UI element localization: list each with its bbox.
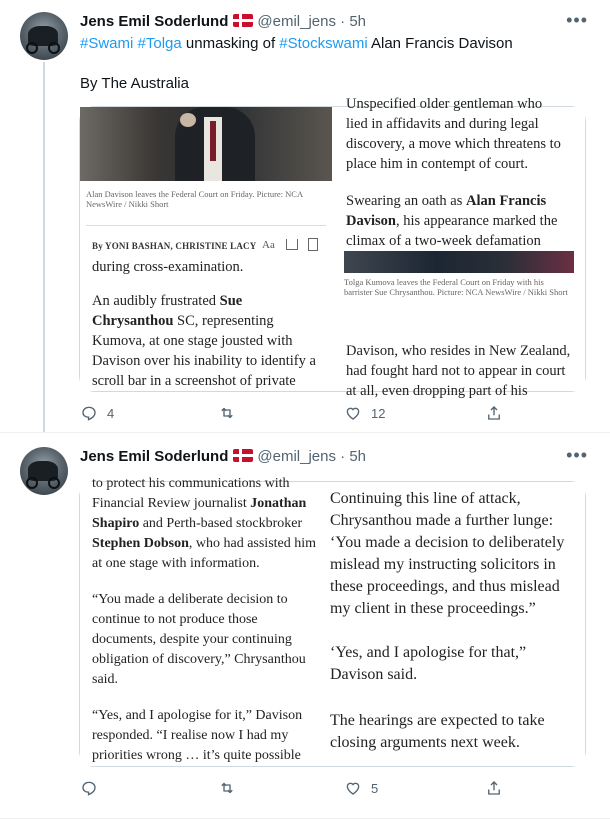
tweet-text-part: Alan Francis Davison — [367, 35, 513, 52]
thread-line — [43, 62, 45, 432]
tweet-actions — [80, 404, 585, 424]
article-paragraph: during cross-examination. — [92, 259, 244, 275]
font-size-icon: Aa — [262, 239, 275, 251]
share-icon — [485, 779, 503, 797]
media-image-right[interactable] — [334, 96, 585, 399]
tweet-2[interactable] — [0, 433, 610, 820]
like-count: 12 — [371, 405, 386, 421]
article-paragraph: Swearing an oath as Alan Francis Davison, his appearance marked the climax of a two-week defamation — [346, 193, 558, 249]
denmark-flag-icon — [233, 14, 253, 27]
author-handle[interactable]: @emil_jens — [257, 448, 336, 465]
like-count: 5 — [371, 780, 379, 796]
article-paragraph: ‘Yes, and I apologise for that,” Davison said. — [330, 644, 527, 683]
article-paragraph: Davison, who resides in New Zealand, had fought hard not to appear in court at all, even dropping part of his — [346, 343, 571, 399]
article-paragraph: “You made a deliberate decision to continue to not produce those documents, despite your continuing obligation of discovery,” Chrysanthou said. — [92, 592, 306, 687]
avatar[interactable] — [20, 447, 68, 495]
tweet-text-part: unmasking of — [181, 35, 280, 52]
tweet-media[interactable] — [79, 476, 586, 767]
retweet-icon — [218, 404, 236, 422]
like-icon — [344, 779, 362, 797]
tweet-actions — [80, 779, 585, 799]
share-button[interactable] — [485, 404, 503, 422]
retweet-icon — [218, 779, 236, 797]
tweet-header — [80, 12, 366, 32]
author-name[interactable]: Jens Emil Soderlund — [80, 13, 229, 30]
reply-icon — [80, 779, 98, 797]
tweet-text — [80, 34, 513, 54]
byline-divider — [86, 225, 326, 226]
denmark-flag-icon — [233, 449, 253, 462]
hashtag-link[interactable]: #Stockswami — [279, 35, 368, 52]
author-name[interactable]: Jens Emil Soderlund — [80, 448, 229, 465]
share-icon — [485, 404, 503, 422]
author-handle[interactable]: @emil_jens — [257, 13, 336, 30]
like-button[interactable] — [344, 404, 385, 422]
reply-count: 4 — [107, 405, 115, 421]
court-photo — [344, 251, 574, 273]
article-paragraph: The hearings are expected to take closing arguments next week. — [330, 712, 545, 751]
separator: · — [340, 448, 346, 465]
media-image-left[interactable] — [80, 107, 332, 391]
like-icon — [344, 404, 362, 422]
media-image-left[interactable] — [80, 476, 332, 766]
reply-icon — [80, 404, 98, 422]
hashtag-link[interactable]: #Swami — [80, 35, 134, 52]
separator: · — [340, 13, 346, 30]
avatar[interactable] — [20, 12, 68, 60]
tweet-media[interactable] — [79, 96, 586, 399]
retweet-button[interactable] — [218, 779, 245, 797]
tweet-divider — [0, 818, 610, 819]
court-photo — [80, 107, 332, 181]
article-paragraph: lied in affidavits and during legal discovery, a move which threatens to place him in contempt of court. — [346, 116, 561, 172]
article-paragraph: An audibly frustrated Sue Chrysanthou SC, representing Kumova, at one stage jousted with Davison over his inability to identify a scroll bar in a screenshot of private — [92, 293, 316, 389]
article-paragraph: Financial Review journalist Jonathan Shapiro and Perth-based stockbroker Stephen Dobson, who had assisted him at one stage with information. — [92, 496, 317, 571]
retweet-button[interactable] — [218, 404, 245, 422]
more-icon[interactable]: ••• — [566, 445, 588, 465]
timestamp[interactable]: 5h — [349, 448, 366, 465]
reply-button[interactable] — [80, 779, 107, 797]
article-paragraph: “Yes, and I apologise for it,” Davison responded. “I realise now I had my priorities wrong … it’s quite possible — [92, 708, 303, 763]
photo-caption: Alan Davison leaves the Federal Court on Friday. Picture: NCA NewsWire / Nikki Short — [86, 189, 303, 209]
article-paragraph: to protect his communications with — [92, 476, 290, 491]
share-article-icon — [286, 239, 298, 250]
more-icon[interactable]: ••• — [566, 10, 588, 30]
photo-caption: Tolga Kumova leaves the Federal Court on Friday with his barrister Sue Chrysanthou. Picture: NCA NewsWire / Nikki Short — [344, 277, 568, 297]
timestamp[interactable]: 5h — [349, 13, 366, 30]
tweet-header — [80, 447, 366, 467]
article-paragraph: Continuing this line of attack, Chrysanthou made a further lunge: ‘You made a decision to deliberately mislead my instructing solicitors in these proceedings, and thus mislead my client in these proceedings.” — [330, 490, 565, 617]
media-image-right[interactable] — [330, 482, 585, 766]
tweet-text-line2: By The Australia — [80, 75, 189, 92]
like-button[interactable] — [344, 779, 378, 797]
article-paragraph: Unspecified older gentleman who — [346, 96, 543, 112]
byline: By YONI BASHAN, CHRISTINE LACY — [92, 241, 257, 251]
bookmark-article-icon — [308, 238, 318, 251]
share-button[interactable] — [485, 779, 503, 797]
hashtag-link[interactable]: #Tolga — [137, 35, 182, 52]
reply-button[interactable] — [80, 404, 114, 422]
